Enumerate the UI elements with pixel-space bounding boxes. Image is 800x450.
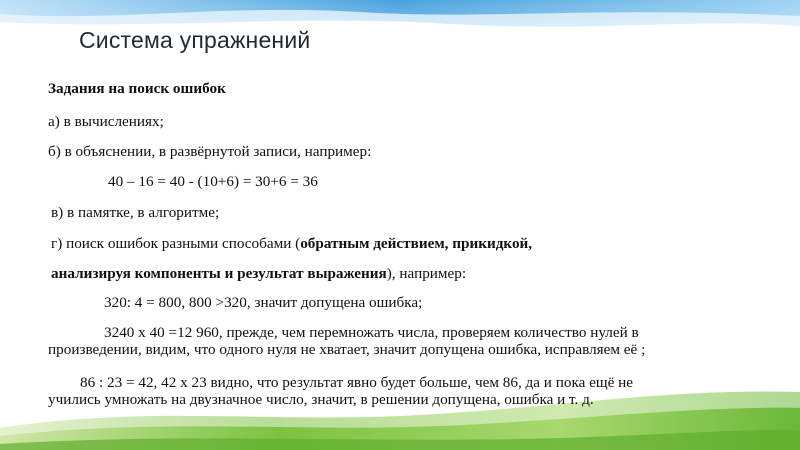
list-item-g [51, 235, 532, 252]
example-g-3-line-2: учились умножать на двузначное число, значит, в решении допущена, ошибка и т. д. [48, 391, 594, 408]
example-g-2-line-1: 3240 х 40 =12 960, прежде, чем перемножать числа, проверяем количество нулей в [104, 324, 639, 341]
example-g-2-line-2: произведении, видим, что одного нуля не хватает, значит допущена ошибка, исправляем её ; [48, 341, 646, 358]
slide-title: Система упражнений [79, 27, 311, 53]
list-item-g-suffix: ), например: [386, 265, 467, 282]
list-item-v: в) в памятке, в алгоритме; [51, 204, 220, 221]
list-item-b: б) в объяснении, в развёрнутой записи, например: [48, 143, 372, 160]
list-item-a: а) в вычислениях; [48, 113, 164, 130]
list-item-g-bold-1: обратным действием, прикидкой, [300, 235, 533, 252]
list-item-g-continued [51, 265, 466, 282]
example-g-1: 320: 4 = 800, 800 >320, значит допущена ошибка; [104, 294, 423, 311]
example-b: 40 – 16 = 40 - (10+6) = 30+6 = 36 [108, 173, 318, 190]
list-item-g-prefix: г) поиск ошибок разными способами ( [51, 235, 301, 252]
list-item-g-bold-2: анализируя компоненты и результат выражения [51, 265, 387, 282]
example-g-3-line-1: 86 : 23 = 42, 42 х 23 видно, что результат явно будет больше, чем 86, да и пока ещё не [80, 374, 633, 391]
section-heading: Задания на поиск ошибок [48, 80, 226, 97]
